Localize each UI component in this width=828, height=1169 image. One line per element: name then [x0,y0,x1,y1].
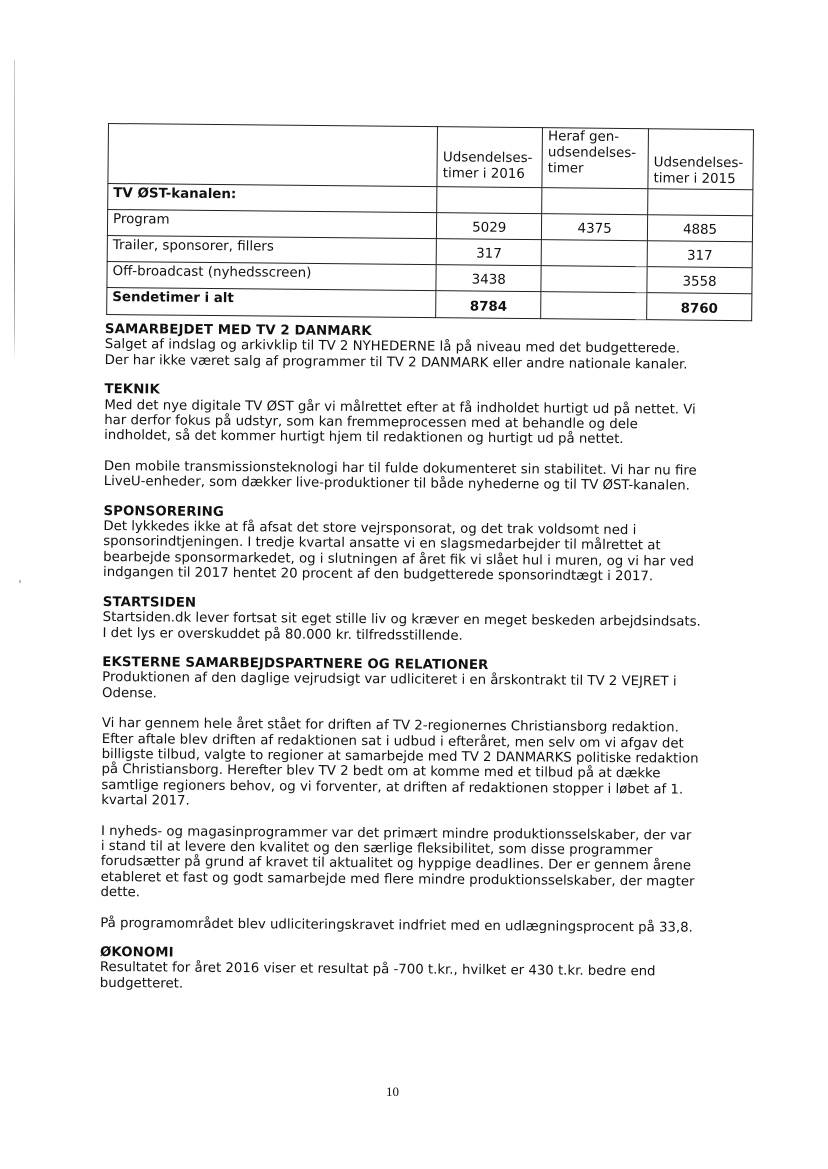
text-line: Startsiden.dk lever fortsat sit eget stille liv og kræver en meget beskeden arbejdsindsats. [102,610,701,630]
header-line: timer i 2015 [653,171,736,188]
row-label: Trailer, sponsorer, fillers [107,235,437,264]
text-line: i stand til at levere den kvalitet og den særlige fleksibilitet, som disse programmer [100,838,653,859]
document-section [104,382,765,495]
paragraph [104,398,764,449]
total-reruns [541,292,647,320]
section-heading: ØKONOMI [99,944,174,961]
cell-2016: 317 [436,239,541,266]
section-heading: EKSTERNE SAMARBEJDSPARTNERE OG RELATIONER [102,654,489,673]
document-section [102,595,762,646]
broadcast-hours-table [106,123,754,321]
text-line: indholdet, så det kommer hurtigt hjem til redaktionen og hurtigt ud på nettet. [104,428,624,448]
total-label: Sendetimer i alt [107,287,437,317]
document-section [100,945,760,996]
text-line: Den mobile transmissionsteknologi har til fulde dokumenteret sin stabilitet. Vi har nu fire [103,458,697,479]
row-label: Program [107,210,437,239]
scan-speck-artifact [19,580,21,583]
text-line: bearbejde sponsormarkedet, og i slutningen af året fik vi slået hul i muren, og vi har ved [103,549,695,570]
paragraph [101,716,762,814]
cell-reruns: 4375 [542,214,648,241]
cell-2015: 3558 [647,267,752,294]
cell-reruns [541,240,647,267]
header-line: Udsendelses- [653,155,744,172]
text-line: Produktionen af den daglige vejrudsigt var udliciteret i en årskontrakt til TV 2 VEJRET i [102,670,677,690]
section-heading: STARTSIDEN [102,594,197,611]
page-number: 10 [386,1084,399,1099]
table-header-empty [108,124,438,187]
paragraph [102,610,762,646]
text-line: I det lys er overskuddet på 80.000 kr. tilfredsstillende. [102,625,463,644]
paragraph [100,960,760,996]
text-line: Efter aftale blev driften af redaktionen sat i udbud i efteråret, men selv om vi afgav det [101,731,684,752]
table-header-row [108,124,754,190]
section-heading: SPONSORERING [103,503,224,520]
paragraph [105,337,765,373]
paragraph [104,459,764,495]
scan-edge-artifact [14,60,15,360]
table-section-label: TV ØST-kanalen: [108,184,438,213]
header-line: Heraf gen- [548,129,620,145]
cell-2016: 3438 [436,265,541,292]
header-line: udsendelses- [547,145,637,162]
text-line: samtlige regioners behov, og vi forventer, at driften af redaktionen stopper i løbet af 1. [101,777,684,798]
cell-2015: 4885 [647,215,752,242]
header-line: timer [547,161,584,177]
text-line: Det lykkedes ikke at få afsat det store vejrsponsorat, og det trak voldsomt ned i [103,519,637,539]
text-line: Odense. [102,685,158,702]
text-line: Salget af indslag og arkivklip til TV 2 NYHEDERNE lå på niveau med det budgetterede. [104,337,681,357]
document-body [100,322,765,1010]
document-section [103,504,764,586]
text-line: dette. [100,885,141,901]
section-heading: TEKNIK [104,382,160,398]
section-heading: SAMARBEJDET MED TV 2 DANMARK [104,322,372,340]
paragraph [103,519,763,586]
paragraph [102,670,762,706]
document-section [100,655,762,936]
text-line: I nyheds- og magasinprogrammer var det primært mindre produktionsselskaber, der var [100,823,692,844]
header-line: Udsendelses- [442,150,533,167]
text-line: Med det nye digitale TV ØST går vi målrettet efter at få indholdet hurtigt ud på nettet. Vi [104,397,696,418]
text-line: Vi har gennem hele året stået for driften af TV 2-regionernes Christiansborg redaktion. [101,716,679,736]
text-line: LiveU-enheder, som dækker live-produktioner til både nyhederne og til TV ØST-kanalen. [103,474,690,494]
text-line: har derfor fokus på udstyr, som kan fremmeprocessen med at behandle og dele [104,413,638,433]
paragraph [100,916,760,937]
header-line: timer i 2016 [442,166,525,183]
text-line: kvartal 2017. [101,793,190,809]
text-line: billigste tilbud, valgte to regioner at samarbejde med TV 2 DANMARKS politiske redaktion [101,746,699,767]
text-line: etableret et fast og godt samarbejde med flere mindre produktionsselskaber, der magter [100,869,695,890]
text-line: forudsætter på grund af kravet til aktualitet og hyppige deadlines. Der er gennem årene [100,854,692,874]
text-line: sponsorindtjeningen. I tredje kvartal ansatte vi en slagsmedarbejder til målrettet at [103,534,661,554]
text-line: På programområdet blev udliciteringskravet indfriet med en udlægningsprocent på 33,8. [100,915,693,936]
table-header-2016 [437,127,542,188]
table-cell [542,188,648,215]
text-line: Resultatet for året 2016 viser et resultat på -700 t.kr., hvilket er 430 t.kr. bedre end [99,960,656,980]
cell-2016: 5029 [437,213,542,240]
total-2015: 8760 [647,293,752,321]
document-section [105,322,765,373]
total-2016: 8784 [436,291,541,319]
table-header-reruns [542,128,648,189]
row-label: Off-broadcast (nyhedsscreen) [107,261,437,290]
table-total-row [107,287,752,320]
text-line: på Christiansborg. Herefter blev TV 2 bedt om at komme med et tilbud på at dække [101,762,661,782]
cell-reruns [541,266,647,293]
text-line: budgetteret. [99,975,184,992]
cell-2015: 317 [647,241,752,268]
text-line: Der har ikke været salg af programmer til TV 2 DANMARK eller andre nationale kanaler. [104,352,688,373]
table-cell [437,187,542,214]
paragraph [100,824,761,906]
table-header-2015 [648,129,754,190]
table-cell [648,189,753,216]
text-line: indgangen til 2017 hentet 20 procent af den budgetterede sponsorindtægt i 2017. [102,565,654,585]
